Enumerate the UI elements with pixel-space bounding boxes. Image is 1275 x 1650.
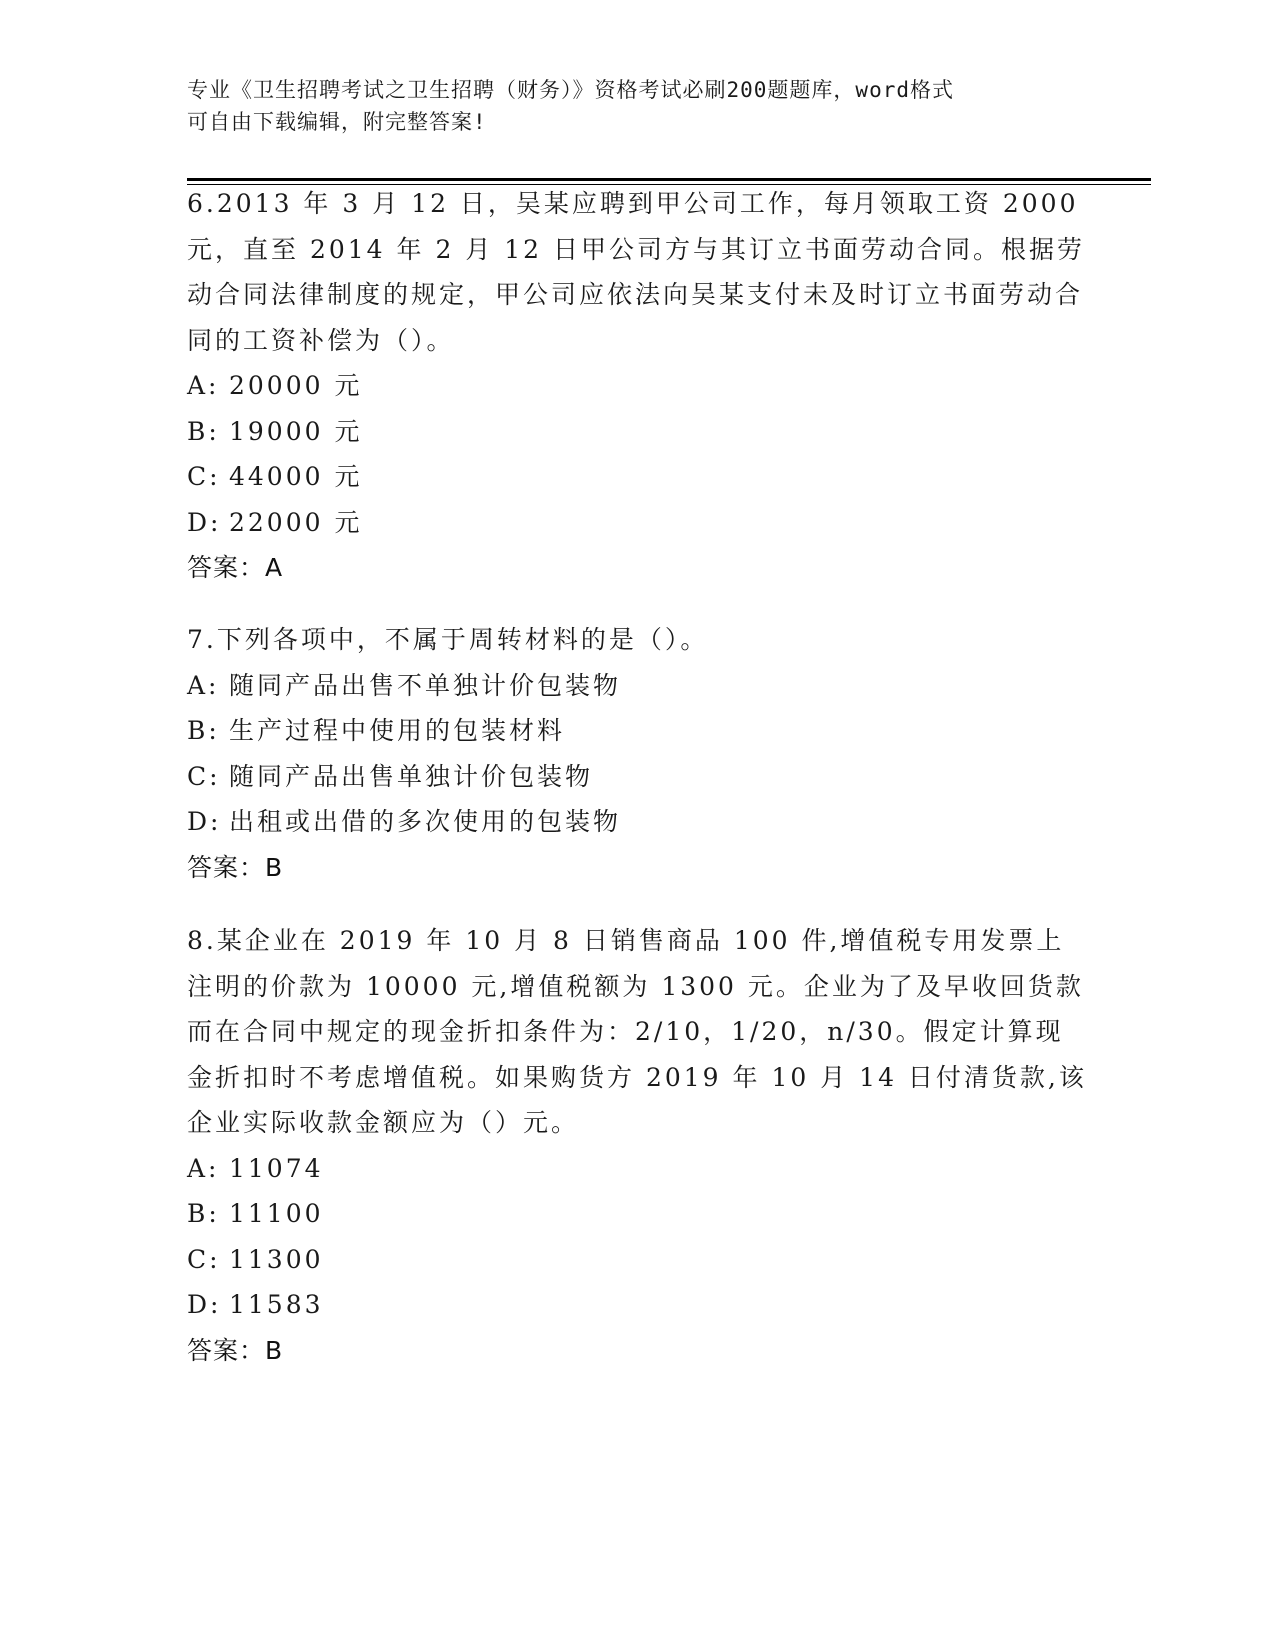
option-a bbox=[187, 663, 1087, 709]
option-d bbox=[187, 799, 1087, 845]
option-b bbox=[187, 1191, 1087, 1237]
option-a bbox=[187, 1146, 1087, 1192]
option-c bbox=[187, 1237, 1087, 1283]
option-a bbox=[187, 363, 1087, 409]
option-letter: C: bbox=[187, 1244, 221, 1274]
option-letter: A: bbox=[187, 670, 220, 700]
option-letter: B: bbox=[187, 716, 220, 745]
question-stem: 8.某企业在 2019 年 10 月 8 日销售商品 100 件,增值税专用发票上注明的价款为 10000 元,增值税额为 1300 元。企业为了及早收回货款而在合同中规定的现金折扣条件为：2/10，1/20，n/30。假定计算现金折扣时不考虑增值税。如果购货方 2019 年 10 月 14 日付清货款,该企业实际收款金额应为（）元。 bbox=[187, 926, 1087, 1137]
option-letter: B: bbox=[187, 1199, 220, 1228]
option-letter: A: bbox=[187, 1153, 220, 1183]
option-letter: C: bbox=[187, 761, 221, 791]
option-text: 11583 bbox=[229, 1290, 324, 1319]
option-text: 11074 bbox=[229, 1153, 324, 1183]
option-text: 生产过程中使用的包装材料 bbox=[229, 716, 566, 745]
question-7 bbox=[187, 617, 1087, 890]
question-stem: 6.2013 年 3 月 12 日，吴某应聘到甲公司工作，每月领取工资 2000 元，直至 2014 年 2 月 12 日甲公司方与其订立书面劳动合同。根据劳动合同法律制度的规定，甲公司应依法向吴某支付未及时订立书面劳动合同的工资补偿为（）。 bbox=[187, 189, 1086, 355]
option-text: 11100 bbox=[229, 1199, 324, 1228]
option-text: 出租或出借的多次使用的包装物 bbox=[229, 807, 622, 836]
option-letter: D: bbox=[187, 507, 222, 537]
option-text: 随同产品出售不单独计价包装物 bbox=[229, 670, 622, 700]
option-letter: D: bbox=[187, 807, 222, 836]
header-line-2: 可自由下载编辑，附完整答案! bbox=[187, 110, 487, 134]
option-text: 19000 元 bbox=[229, 416, 363, 446]
option-text: 11300 bbox=[229, 1244, 324, 1274]
option-text: 随同产品出售单独计价包装物 bbox=[229, 761, 594, 791]
option-letter: A: bbox=[187, 371, 220, 400]
question-stem: 7.下列各项中，不属于周转材料的是（）。 bbox=[187, 625, 709, 654]
option-letter: B: bbox=[187, 416, 220, 446]
option-letter: C: bbox=[187, 462, 221, 491]
option-d bbox=[187, 500, 1087, 546]
option-text: 22000 元 bbox=[229, 507, 363, 537]
option-b bbox=[187, 708, 1087, 754]
option-d bbox=[187, 1282, 1087, 1328]
question-8 bbox=[187, 918, 1087, 1373]
option-c bbox=[187, 454, 1087, 500]
answer: 答案：B bbox=[187, 1335, 284, 1365]
answer: 答案：B bbox=[187, 852, 284, 882]
document-header bbox=[187, 74, 1087, 138]
option-text: 20000 元 bbox=[229, 371, 363, 400]
option-b bbox=[187, 409, 1087, 455]
question-6 bbox=[187, 181, 1087, 591]
option-text: 44000 元 bbox=[229, 462, 363, 491]
header-line-1: 专业《卫生招聘考试之卫生招聘（财务）》资格考试必刷200题题库，word格式 bbox=[187, 78, 954, 102]
answer: 答案：A bbox=[187, 553, 284, 582]
option-c bbox=[187, 754, 1087, 800]
option-letter: D: bbox=[187, 1290, 222, 1319]
